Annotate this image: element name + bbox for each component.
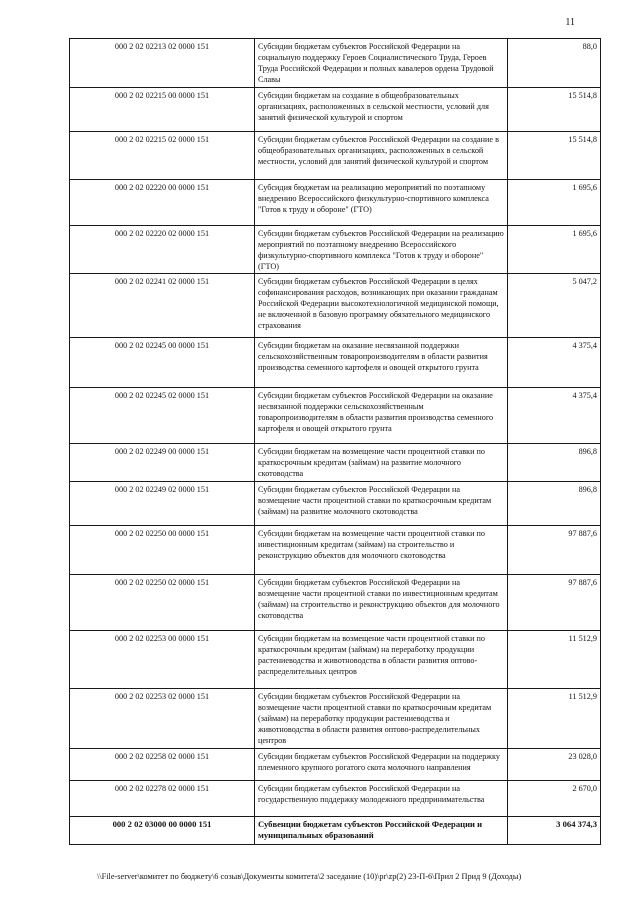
page-number: 11 xyxy=(565,17,575,28)
description-cell: Субсидии бюджетам субъектов Российской Федерации в целях софинансирования расходов, возникающих при оказании гражданам Российской Федерации высокотехнологичной медицинской помощи, не включенной в базовую программу обязательного медицинского страхования xyxy=(255,274,508,338)
budget-code-cell: 000 2 02 02245 02 0000 151 xyxy=(70,388,255,444)
file-path-footer: \\File-server\комитет по бюджету\6 созыв\Документы комитета\2 заседание (10)\pr\zp(2) 23-П-6\Прил 2 Прид 9 (Доходы) xyxy=(97,872,522,881)
description-cell: Субсидии бюджетам на возмещение части процентной ставки по краткосрочным кредитам (займам) на переработку продукции растениеводства и животноводства в области развития оптово-распределительных центров xyxy=(255,631,508,689)
budget-code-cell: 000 2 02 02249 00 0000 151 xyxy=(70,444,255,482)
table-body xyxy=(70,39,601,845)
amount-cell: 2 670,0 xyxy=(508,781,601,817)
budget-code-cell: 000 2 02 02250 00 0000 151 xyxy=(70,526,255,575)
budget-code-cell: 000 2 02 02215 02 0000 151 xyxy=(70,132,255,180)
budget-code-cell: 000 2 02 02241 02 0000 151 xyxy=(70,274,255,338)
table-row xyxy=(70,39,601,88)
budget-code-cell: 000 2 02 02253 00 0000 151 xyxy=(70,631,255,689)
amount-cell: 896,8 xyxy=(508,444,601,482)
amount-cell: 23 028,0 xyxy=(508,749,601,781)
description-cell: Субсидии бюджетам субъектов Российской Федерации на социальную поддержку Героев Социалистического Труда, Героев Труда Российской Федерации и полных кавалеров ордена Трудовой Славы xyxy=(255,39,508,88)
budget-code-cell: 000 2 02 02245 00 0000 151 xyxy=(70,338,255,388)
description-cell: Субсидии бюджетам субъектов Российской Федерации на возмещение части процентной ставки по краткосрочным кредитам (займам) на переработку продукции растениеводства и животноводства в области развития оптово-распределительных центров xyxy=(255,689,508,749)
description-cell: Субсидии бюджетам субъектов Российской Федерации на реализацию мероприятий по поэтапному внедрению Всероссийского физкультурно-спортивного комплекса "Готов к труду и обороне" (ГТО) xyxy=(255,226,508,274)
table-row xyxy=(70,226,601,274)
table-row xyxy=(70,88,601,132)
table-row xyxy=(70,575,601,631)
amount-cell: 4 375,4 xyxy=(508,388,601,444)
table-row xyxy=(70,689,601,749)
description-cell: Субсидии бюджетам на создание в общеобразовательных организациях, расположенных в сельской местности, условий для занятий физической культурой и спортом xyxy=(255,88,508,132)
amount-cell: 11 512,9 xyxy=(508,689,601,749)
table-row xyxy=(70,132,601,180)
revenue-table xyxy=(69,38,601,845)
amount-cell: 11 512,9 xyxy=(508,631,601,689)
description-cell: Субсидии бюджетам субъектов Российской Федерации на возмещение части процентной ставки по инвестиционным кредитам (займам) на строительство и реконструкцию объектов для молочного скотоводства xyxy=(255,575,508,631)
description-cell: Субсидии бюджетам на возмещение части процентной ставки по краткосрочным кредитам (займам) на развитие молочного скотоводства xyxy=(255,444,508,482)
budget-code-cell: 000 2 02 02249 02 0000 151 xyxy=(70,482,255,526)
description-cell: Субсидии бюджетам субъектов Российской Федерации на государственную поддержку молодежного предпринимательства xyxy=(255,781,508,817)
table-row xyxy=(70,388,601,444)
total-row xyxy=(70,817,601,845)
table-row xyxy=(70,274,601,338)
table-row xyxy=(70,482,601,526)
amount-cell: 15 514,8 xyxy=(508,88,601,132)
budget-code-cell: 000 2 02 02250 02 0000 151 xyxy=(70,575,255,631)
budget-code-cell: 000 2 02 02253 02 0000 151 xyxy=(70,689,255,749)
amount-cell: 1 695,6 xyxy=(508,226,601,274)
table-row xyxy=(70,526,601,575)
budget-code-cell: 000 2 02 02258 02 0000 151 xyxy=(70,749,255,781)
table-row xyxy=(70,781,601,817)
amount-cell: 15 514,8 xyxy=(508,132,601,180)
description-cell: Субсидии бюджетам на оказание несвязанной поддержки сельскохозяйственным товаропроизводителям в области развития производства семенного картофеля и овощей открытого грунта xyxy=(255,338,508,388)
description-cell: Субсидии бюджетам субъектов Российской Федерации на создание в общеобразовательных организациях, расположенных в сельской местности, условий для занятий физической культурой и спортом xyxy=(255,132,508,180)
amount-cell: 97 887,6 xyxy=(508,575,601,631)
amount-cell: 5 047,2 xyxy=(508,274,601,338)
table-row xyxy=(70,631,601,689)
budget-code-cell: 000 2 02 02215 00 0000 151 xyxy=(70,88,255,132)
amount-cell: 3 064 374,3 xyxy=(508,817,601,845)
description-cell: Субвенции бюджетам субъектов Российской Федерации и муниципальных образований xyxy=(255,817,508,845)
budget-code-cell: 000 2 02 02278 02 0000 151 xyxy=(70,781,255,817)
description-cell: Субсидии бюджетам на возмещение части процентной ставки по инвестиционным кредитам (займам) на строительство и реконструкцию объектов для молочного скотоводства xyxy=(255,526,508,575)
budget-code-cell: 000 2 02 03000 00 0000 151 xyxy=(70,817,255,845)
amount-cell: 896,8 xyxy=(508,482,601,526)
description-cell: Субсидии бюджетам субъектов Российской Федерации на оказание несвязанной поддержки сельскохозяйственным товаропроизводителям в области развития производства семенного картофеля и овощей открытого грунта xyxy=(255,388,508,444)
table-row xyxy=(70,338,601,388)
description-cell: Субсидии бюджетам субъектов Российской Федерации на возмещение части процентной ставки по краткосрочным кредитам (займам) на развитие молочного скотоводства xyxy=(255,482,508,526)
table-row xyxy=(70,444,601,482)
amount-cell: 4 375,4 xyxy=(508,338,601,388)
budget-code-cell: 000 2 02 02213 02 0000 151 xyxy=(70,39,255,88)
amount-cell: 1 695,6 xyxy=(508,180,601,226)
budget-code-cell: 000 2 02 02220 00 0000 151 xyxy=(70,180,255,226)
budget-code-cell: 000 2 02 02220 02 0000 151 xyxy=(70,226,255,274)
description-cell: Субсидия бюджетам на реализацию мероприятий по поэтапному внедрению Всероссийского физкультурно-спортивного комплекса "Готов к труду и обороне" (ГТО) xyxy=(255,180,508,226)
table-row xyxy=(70,180,601,226)
table-row xyxy=(70,749,601,781)
description-cell: Субсидии бюджетам субъектов Российской Федерации на поддержку племенного крупного рогатого скота молочного направления xyxy=(255,749,508,781)
amount-cell: 88,0 xyxy=(508,39,601,88)
amount-cell: 97 887,6 xyxy=(508,526,601,575)
